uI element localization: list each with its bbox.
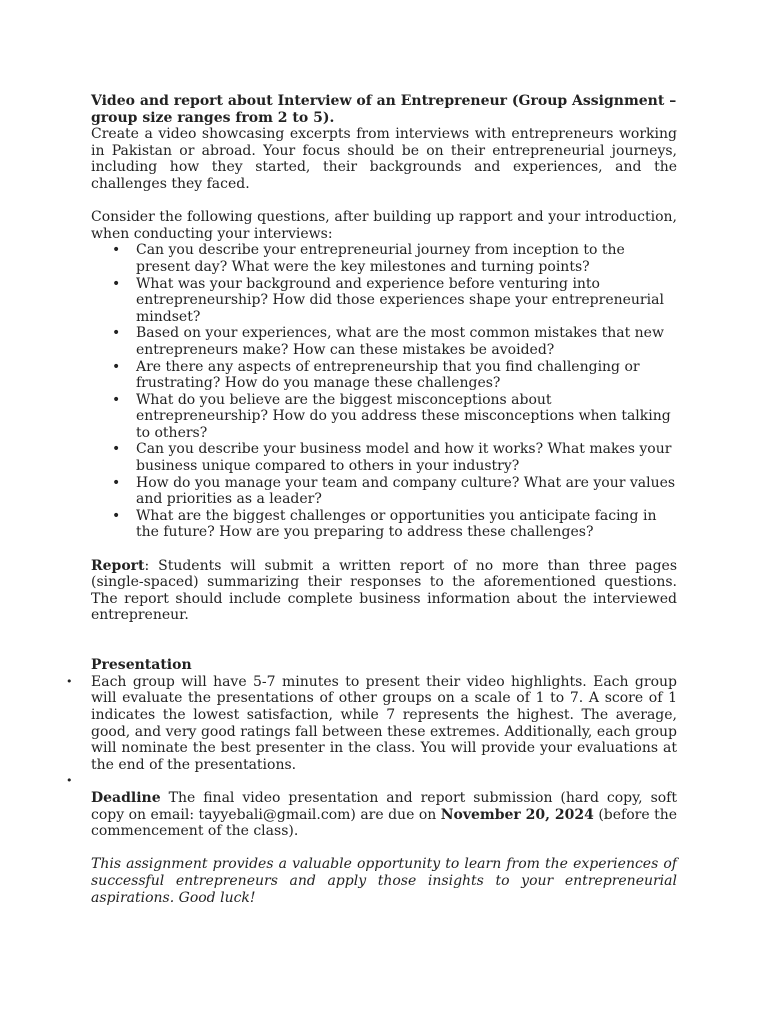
spacer — [91, 840, 677, 857]
question-item: • How do you manage your team and company culture? What are your values and priorities as a leader? — [91, 475, 677, 508]
assignment-title: Video and report about Interview of an Entrepreneur (Group Assignment – group size ranges from 2 to 5). — [91, 93, 677, 126]
report-label: Report — [91, 557, 145, 574]
report-text: : Students will submit a written report of no more than three pages (single-spaced) summarizing their responses to the aforementioned questions. The report should include complete business information about the interviewed entrepreneur. — [91, 557, 677, 624]
intro-paragraph: Create a video showcasing excerpts from interviews with entrepreneurs working in Pakistan or abroad. Your focus should be on their entrepreneurial journeys, including how they started, their backgrounds and experiences, and the challenges they faced. — [91, 126, 677, 192]
presentation-heading-text: Presentation — [91, 657, 192, 674]
presentation-heading — [91, 657, 677, 674]
question-item: • Can you describe your business model and how it works? What makes your business unique compared to others in your industry? — [91, 441, 677, 474]
deadline-label: Deadline — [91, 789, 161, 806]
interview-questions-list — [91, 242, 677, 541]
spacer — [91, 541, 677, 558]
deadline-date: November 20, 2024 — [440, 806, 594, 823]
document-body — [91, 93, 677, 906]
deadline-paragraph — [91, 790, 677, 840]
presentation-paragraph: • Each group will have 5-7 minutes to present their video highlights. Each group will evaluate the presentations of other groups on a scale of 1 to 7. A score of 1 indicates the lowest satisfaction, while 7 represents the highest. The average, good, and very good ratings fall between these extremes. Additionally, each group will nominate the best presenter in the class. You will provide your evaluations at the end of the presentations. — [91, 674, 677, 774]
report-paragraph — [91, 558, 677, 624]
questions-intro: Consider the following questions, after building up rapport and your introduction, when conducting your interviews: — [91, 209, 677, 242]
question-item: • What do you believe are the biggest misconceptions about entrepreneurship? How do you address these misconceptions when talking to others? — [91, 392, 677, 442]
spacer — [91, 624, 677, 641]
empty-bullet-item — [91, 773, 677, 790]
question-item: • Can you describe your entrepreneurial journey from inception to the present day? What were the key milestones and turning points? — [91, 242, 677, 275]
question-item: • What was your background and experience before venturing into entrepreneurship? How did those experiences shape your entrepreneurial mindset? — [91, 276, 677, 326]
deadline-text-after: (before the commencement of the class). — [91, 806, 677, 840]
spacer — [91, 641, 677, 658]
closing-paragraph: This assignment provides a valuable opportunity to learn from the experiences of successful entrepreneurs and apply those insights to your entrepreneurial aspirations. Good luck! — [91, 856, 677, 906]
spacer — [91, 193, 677, 210]
deadline-text-before: The final video presentation and report submission (hard copy, soft copy on email: tayyebali@gmail.com) are due on — [91, 789, 677, 823]
question-item: • What are the biggest challenges or opportunities you anticipate facing in the future? How are you preparing to address these challenges? — [91, 508, 677, 541]
question-item: • Based on your experiences, what are the most common mistakes that new entrepreneurs make? How can these mistakes be avoided? — [91, 325, 677, 358]
question-item: • Are there any aspects of entrepreneurship that you find challenging or frustrating? How do you manage these challenges? — [91, 359, 677, 392]
